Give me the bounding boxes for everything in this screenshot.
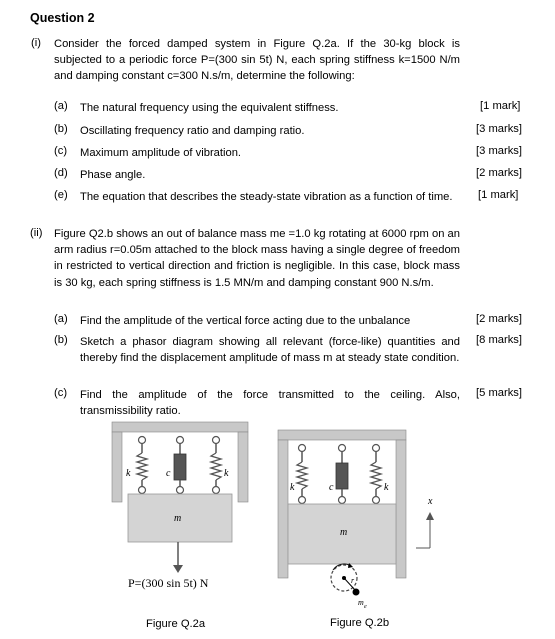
fig-b-ceiling [278, 430, 406, 440]
figure-q2b [276, 420, 446, 615]
fig-a-spring-right [211, 437, 221, 494]
part-ii-b-text: Sketch a phasor diagram showing all relevant (force-like) quantities and thereby find the displacement amplitude of mass m at steady state condition. [80, 336, 460, 364]
fig-a-label-m: m [174, 513, 182, 524]
question-title: Question 2 [30, 11, 95, 25]
fig-a-force-arrowhead [173, 565, 183, 573]
fig-a-ceiling [112, 422, 248, 432]
part-i-e-marks: [1 mark] [478, 189, 519, 201]
part-ii-b-label: (b) [54, 334, 68, 346]
fig-a-spring-left [137, 437, 147, 494]
fig-a-force-label: P=(300 sin 5t) N [128, 576, 209, 590]
part-i-c-label: (c) [54, 145, 68, 157]
fig-a-label-c: c [166, 468, 171, 479]
part-i-d-label: (d) [54, 167, 68, 179]
fig-a-damper [174, 437, 186, 494]
part-i-b-marks: [3 marks] [476, 123, 523, 135]
part-i-c-text: Maximum amplitude of vibration. [80, 147, 242, 159]
part-i-a-text: The natural frequency using the equivalent stiffness. [80, 102, 339, 114]
part-i-b-text: Oscillating frequency ratio and damping ratio. [80, 125, 305, 137]
figure-q2a [110, 420, 250, 600]
part-ii-a-marks: [2 marks] [476, 313, 523, 325]
part-i-a-label: (a) [54, 100, 68, 112]
part-i-label: (i) [31, 37, 41, 49]
fig-b-unbalance-mass [353, 589, 360, 596]
fig-a-label-k-right: k [224, 468, 229, 479]
fig-a-caption: Figure Q.2a [146, 618, 206, 630]
part-i-e-label: (e) [54, 189, 68, 201]
part-ii-b-marks: [8 marks] [476, 334, 523, 346]
part-i-c-marks: [3 marks] [476, 145, 523, 157]
part-ii-c-marks: [5 marks] [476, 387, 523, 399]
fig-b-caption: Figure Q.2b [330, 617, 390, 629]
fig-b-damper [336, 445, 348, 504]
fig-b-label-k-left: k [290, 482, 295, 493]
part-ii-c-label: (c) [54, 387, 68, 399]
fig-b-label-r: r [351, 576, 355, 585]
fig-b-left-wall [278, 440, 288, 578]
fig-b-label-x: x [428, 496, 433, 507]
fig-b-right-wall [396, 440, 406, 578]
fig-a-left-wall [112, 432, 122, 502]
fig-b-spring-right [371, 445, 381, 504]
part-ii-label: (ii) [30, 227, 43, 239]
fig-b-spring-left [297, 445, 307, 504]
part-ii-a-label: (a) [54, 313, 68, 325]
part-ii-intro: Figure Q2.b shows an out of balance mass me =1.0 kg rotating at 6000 rpm on an arm radius r=0.05m attached to the block mass having a single degree of freedom in restricted to vertical direction and friction is negligible. In this case, block mass is 30 kg, each spring stiffness is 1.5 MN/m and damping constant 900 N.s/m. [54, 228, 460, 289]
part-i-d-text: Phase angle. [80, 169, 146, 181]
fig-b-label-c: c [329, 482, 334, 493]
part-ii-c-text: Find the amplitude of the force transmitted to the ceiling. Also, transmissibility ratio. [80, 389, 460, 417]
fig-b-label-me-sub: e [364, 604, 367, 610]
fig-b-rotor [331, 563, 360, 596]
part-ii-a-text: Find the amplitude of the vertical force acting due to the unbalance [80, 315, 411, 327]
part-i-b-label: (b) [54, 123, 68, 135]
fig-b-label-m: m [340, 527, 348, 538]
part-i-e-text: The equation that describes the steady-state vibration as a function of time. [80, 191, 453, 203]
fig-a-label-k-left: k [126, 468, 131, 479]
part-i-a-marks: [1 mark] [480, 100, 521, 112]
part-i-d-marks: [2 marks] [476, 167, 523, 179]
part-i-intro: Consider the forced damped system in Figure Q.2a. If the 30-kg block is subjected to a periodic force P=(300 sin 5t) N, each spring stiffness k=1500 N/m and damping constant c=300 N.s/m, determine the following: [54, 38, 460, 83]
fig-b-label-k-right: k [384, 482, 389, 493]
fig-b-label-me: m [358, 598, 364, 607]
fig-a-right-wall [238, 432, 248, 502]
fig-b-coord-arrowhead [426, 512, 434, 520]
